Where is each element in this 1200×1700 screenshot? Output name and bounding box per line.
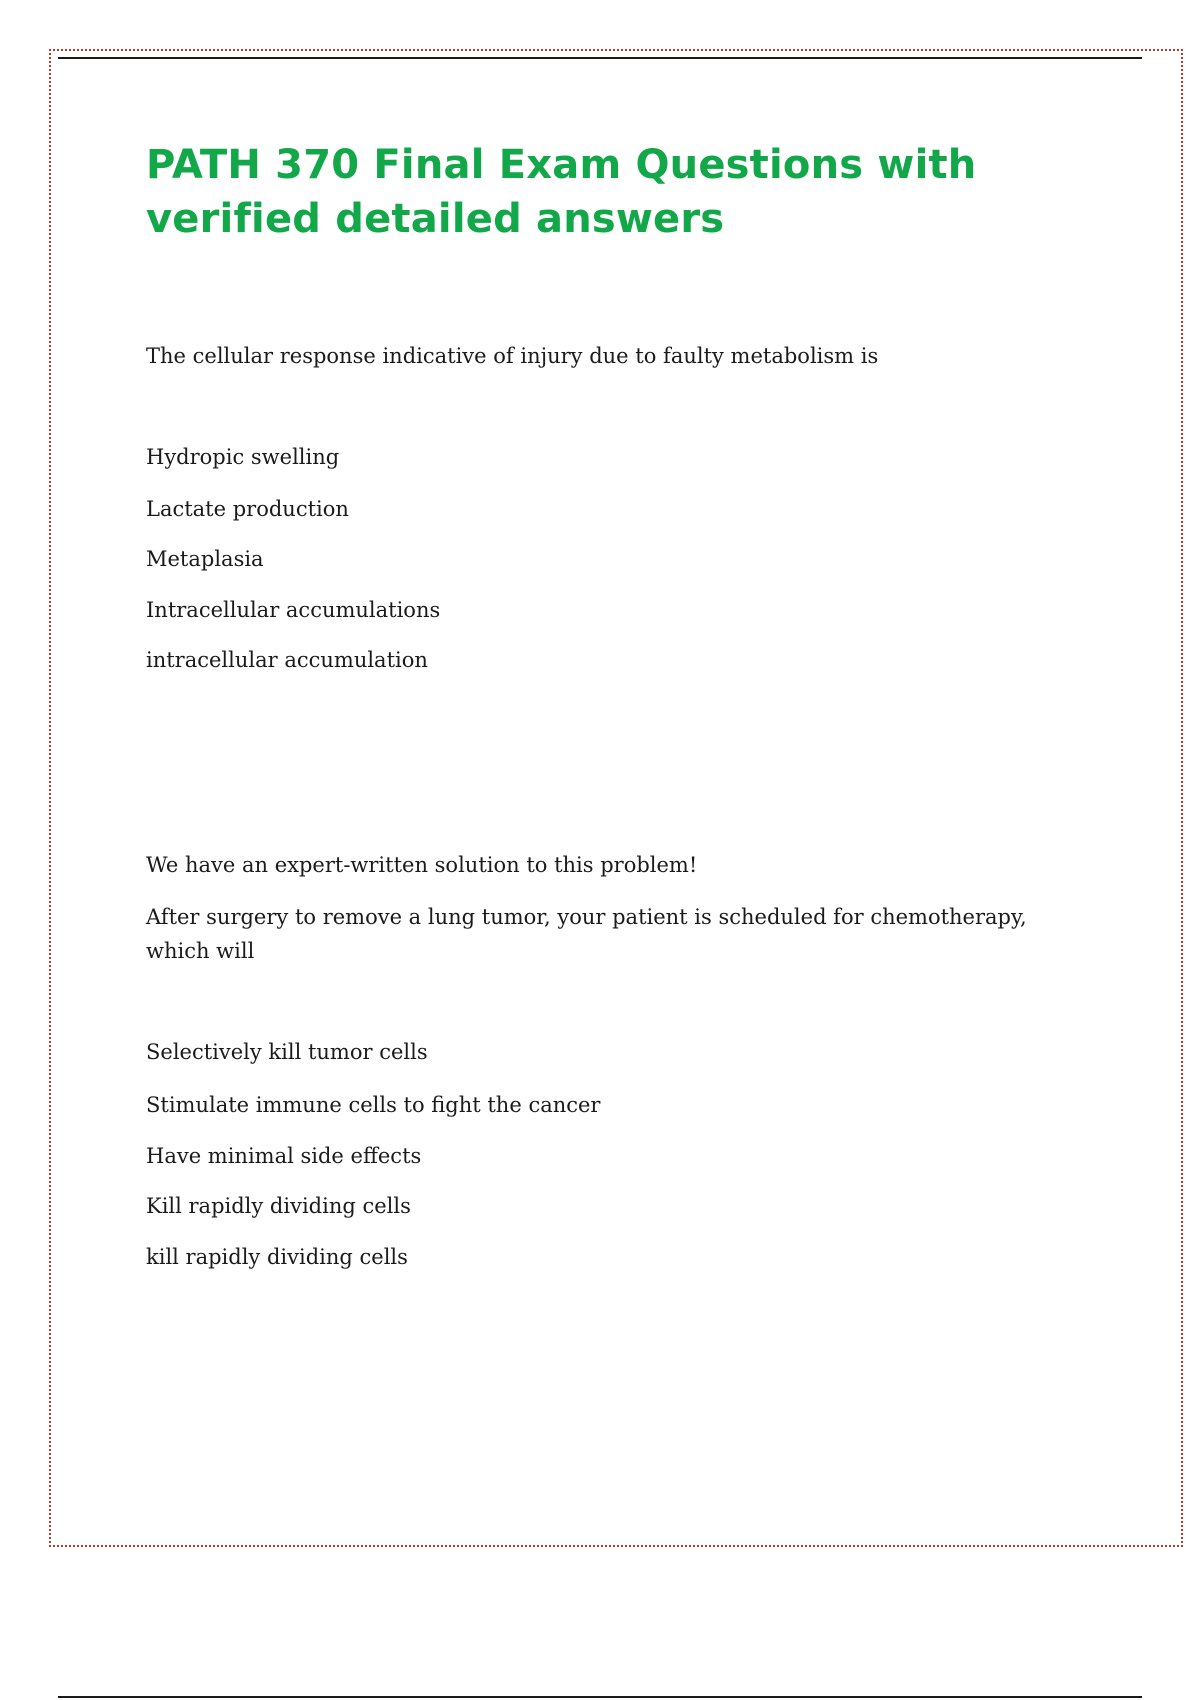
question-2-prompt: After surgery to remove a lung tumor, your patient is scheduled for chemotherapy, which will [146,905,1027,963]
question-1-prompt: The cellular response indicative of injury due to faulty metabolism is [146,344,879,368]
question-1-option-b: Lactate production [146,497,349,521]
question-1-option-c: Metaplasia [146,547,264,571]
question-1-option-d: Intracellular accumulations [146,598,441,622]
document-title: PATH 370 Final Exam Questions with verified detailed answers [146,142,977,242]
question-1-option-a: Hydropic swelling [146,445,340,469]
expert-solution-note: We have an expert-written solution to this problem! [146,853,698,877]
question-2-option-a: Selectively kill tumor cells [146,1040,428,1064]
bottom-rule-divider [58,1696,1142,1698]
question-2-answer: kill rapidly dividing cells [146,1245,408,1269]
question-1-answer: intracellular accumulation [146,648,428,672]
question-2-option-c: Have minimal side effects [146,1144,422,1168]
top-rule-divider [58,57,1142,59]
question-2-option-b: Stimulate immune cells to fight the cancer [146,1093,601,1117]
page-border [49,49,1183,1547]
question-2-option-d: Kill rapidly dividing cells [146,1194,411,1218]
